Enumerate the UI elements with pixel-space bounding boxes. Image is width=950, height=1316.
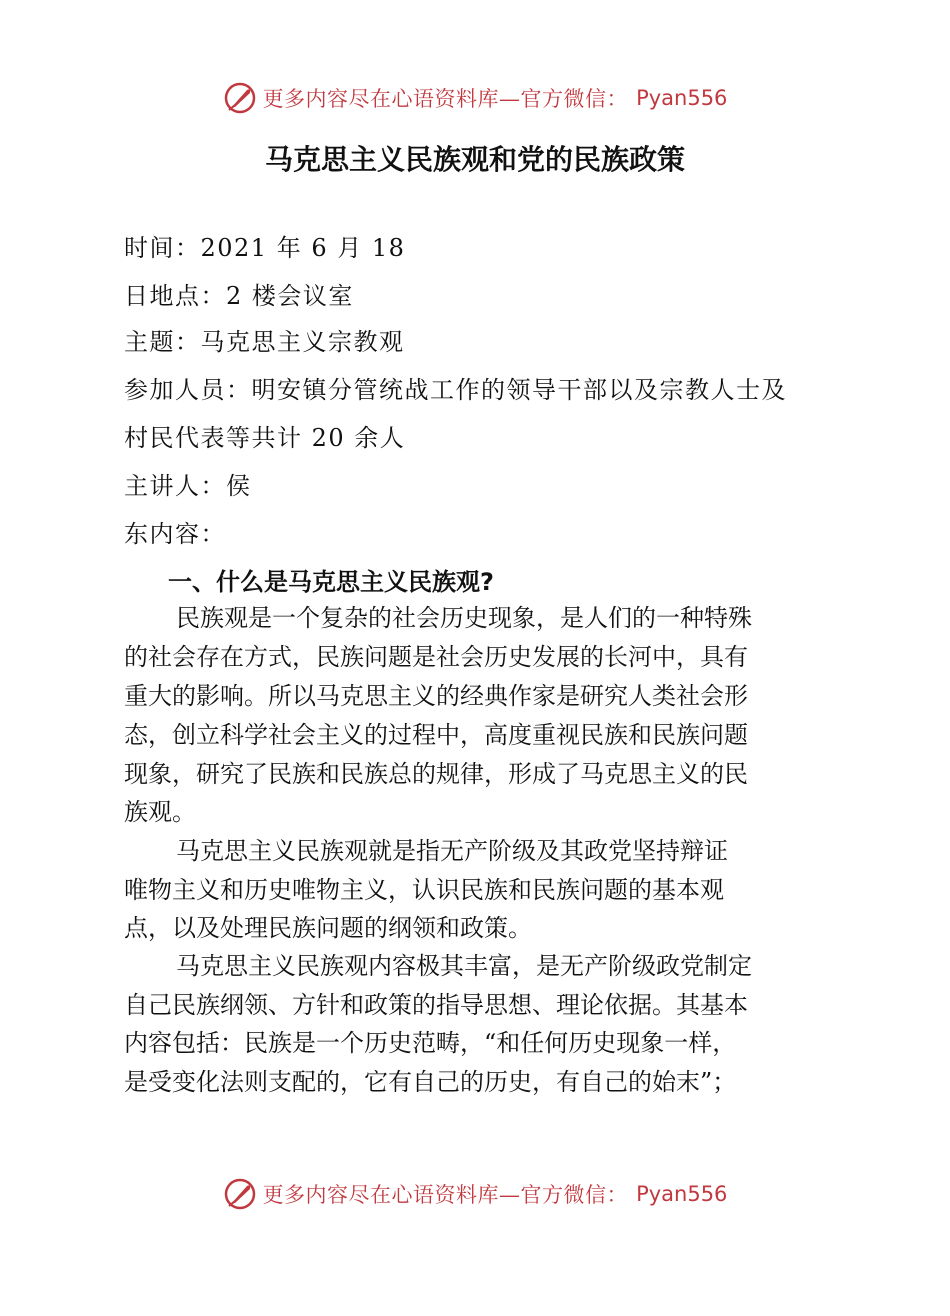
body-line: 点，以及处理民族问题的纲领和政策。 xyxy=(124,914,532,942)
body-line: 族观。 xyxy=(124,798,196,826)
document-title: 马克思主义民族观和党的民族政策 xyxy=(264,143,685,176)
section-heading: 一、什么是马克思主义民族观? xyxy=(168,568,494,596)
info-participants: 参加人员：明安镇分管统战工作的领导干部以及宗教人士及 xyxy=(124,376,787,404)
info-participants-cont: 村民代表等共计 20 余人 xyxy=(124,424,406,452)
banner-text: 更多内容尽在心语资料库—官方微信： xyxy=(262,1183,629,1207)
info-location: 日地点：2 楼会议室 xyxy=(124,282,354,310)
body-line: 马克思主义民族观内容极其丰富，是无产阶级政党制定 xyxy=(176,952,752,980)
banner-wechat-id: Pyan556 xyxy=(636,86,728,110)
header-watermark-banner xyxy=(0,78,950,118)
body-line: 的社会存在方式，民族问题是社会历史发展的长河中，具有 xyxy=(124,643,748,671)
feather-pen-logo-icon xyxy=(223,1177,257,1211)
feather-pen-logo-icon xyxy=(223,81,257,115)
body-line: 自己民族纲领、方针和政策的指导思想、理论依据。其基本 xyxy=(124,991,748,1019)
body-line: 唯物主义和历史唯物主义，认识民族和民族问题的基本观 xyxy=(124,876,724,904)
body-line: 马克思主义民族观就是指无产阶级及其政党坚持辩证 xyxy=(176,837,728,865)
body-line: 重大的影响。所以马克思主义的经典作家是研究人类社会形 xyxy=(124,682,748,710)
banner-text: 更多内容尽在心语资料库—官方微信： xyxy=(262,87,629,111)
footer-watermark-banner xyxy=(0,1174,950,1214)
banner-wechat-id: Pyan556 xyxy=(636,1182,728,1206)
info-time: 时间：2021 年 6 月 18 xyxy=(124,234,406,262)
body-line: 是受变化法则支配的，它有自己的历史，有自己的始末”； xyxy=(124,1068,737,1096)
info-speaker: 主讲人：侯 xyxy=(124,472,252,500)
info-topic: 主题：马克思主义宗教观 xyxy=(124,328,405,356)
body-line: 民族观是一个复杂的社会历史现象，是人们的一种特殊 xyxy=(176,604,752,632)
body-line: 态，创立科学社会主义的过程中，高度重视民族和民族问题 xyxy=(124,721,748,749)
body-line: 内容包括：民族是一个历史范畴，“和任何历史现象一样， xyxy=(124,1029,737,1057)
body-line: 现象，研究了民族和民族总的规律，形成了马克思主义的民 xyxy=(124,760,748,788)
info-content-label: 东内容： xyxy=(124,520,226,548)
